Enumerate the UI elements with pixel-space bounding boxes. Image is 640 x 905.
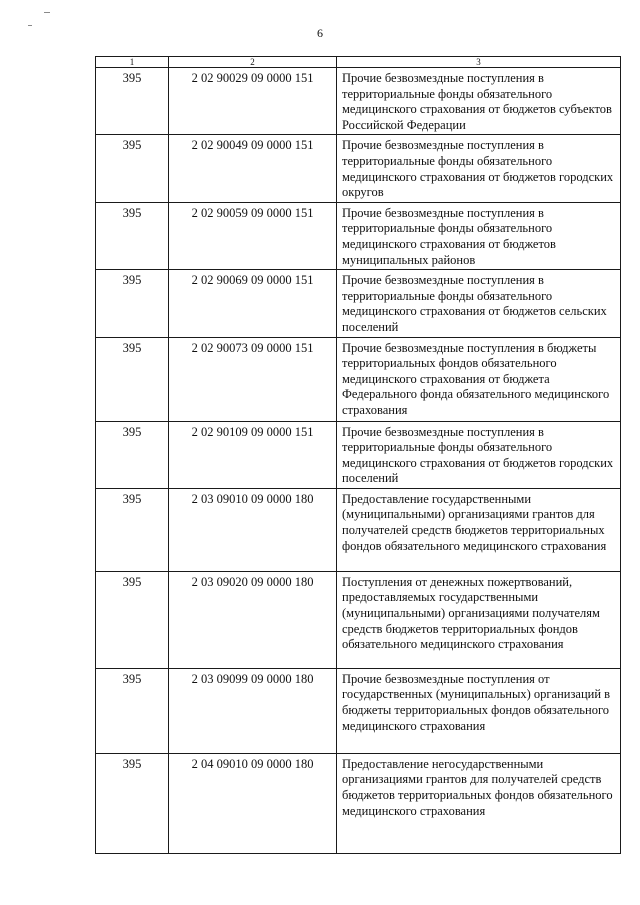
- revenue-name-cell: Прочие безвозмездные поступления в территориальные фонды обязательного медицинского страхования от бюджетов сельских поселений: [337, 270, 621, 337]
- administrator-code-cell: 395: [96, 571, 169, 668]
- table-row: [96, 488, 621, 571]
- table-row: [96, 202, 621, 269]
- budget-code-cell: 2 02 90029 09 0000 151: [169, 68, 337, 135]
- budget-classification-table: [95, 56, 621, 854]
- table-row: [96, 337, 621, 421]
- budget-code-cell: 2 02 90109 09 0000 151: [169, 421, 337, 488]
- page-number: 6: [317, 26, 323, 40]
- table-row: [96, 135, 621, 202]
- revenue-name-cell: Прочие безвозмездные поступления в территориальные фонды обязательного медицинского страхования от бюджетов субъектов Российской Федерации: [337, 68, 621, 135]
- budget-code-cell: 2 02 90059 09 0000 151: [169, 202, 337, 269]
- administrator-code-cell: 395: [96, 135, 169, 202]
- column-header-3: 3: [337, 57, 621, 68]
- table-row: [96, 753, 621, 853]
- table-row: [96, 270, 621, 337]
- administrator-code-cell: 395: [96, 337, 169, 421]
- column-header-1: 1: [96, 57, 169, 68]
- administrator-code-cell: 395: [96, 202, 169, 269]
- administrator-code-cell: 395: [96, 668, 169, 753]
- revenue-name-cell: Поступления от денежных пожертвований, предоставляемых государственными (муниципальными) организациями получателям средств бюджетов территориальных фондов обязательного медицинского страхования: [337, 571, 621, 668]
- budget-code-cell: 2 03 09099 09 0000 180: [169, 668, 337, 753]
- table-row: [96, 668, 621, 753]
- revenue-name-cell: Прочие безвозмездные поступления в территориальные фонды обязательного медицинского страхования от бюджетов муниципальных районов: [337, 202, 621, 269]
- revenue-name-cell: Прочие безвозмездные поступления от государственных (муниципальных) организаций в бюджеты территориальных фондов обязательного медицинского страхования: [337, 668, 621, 753]
- revenue-name-cell: Прочие безвозмездные поступления в территориальные фонды обязательного медицинского страхования от бюджетов городских округов: [337, 135, 621, 202]
- administrator-code-cell: 395: [96, 68, 169, 135]
- budget-code-cell: 2 02 90049 09 0000 151: [169, 135, 337, 202]
- administrator-code-cell: 395: [96, 753, 169, 853]
- revenue-name-cell: Прочие безвозмездные поступления в территориальные фонды обязательного медицинского страхования от бюджетов городских поселений: [337, 421, 621, 488]
- administrator-code-cell: 395: [96, 488, 169, 571]
- budget-code-cell: 2 02 90073 09 0000 151: [169, 337, 337, 421]
- column-header-2: 2: [169, 57, 337, 68]
- administrator-code-cell: 395: [96, 270, 169, 337]
- revenue-name-cell: Предоставление государственными (муниципальными) организациями грантов для получателей средств бюджетов территориальных фондов обязательного медицинского страхования: [337, 488, 621, 571]
- budget-code-cell: 2 03 09020 09 0000 180: [169, 571, 337, 668]
- budget-code-cell: 2 02 90069 09 0000 151: [169, 270, 337, 337]
- table-row: [96, 68, 621, 135]
- table-row: [96, 421, 621, 488]
- administrator-code-cell: 395: [96, 421, 169, 488]
- budget-code-cell: 2 03 09010 09 0000 180: [169, 488, 337, 571]
- revenue-name-cell: Предоставление негосударственными организациями грантов для получателей средств бюджетов территориальных фондов обязательного медицинского страхования: [337, 753, 621, 853]
- scan-artifact: [44, 12, 50, 13]
- revenue-name-cell: Прочие безвозмездные поступления в бюджеты территориальных фондов обязательного медицинского страхования от бюджета Федерального фонда обязательного медицинского страхования: [337, 337, 621, 421]
- table-row: [96, 571, 621, 668]
- budget-code-cell: 2 04 09010 09 0000 180: [169, 753, 337, 853]
- header-row: [96, 57, 621, 68]
